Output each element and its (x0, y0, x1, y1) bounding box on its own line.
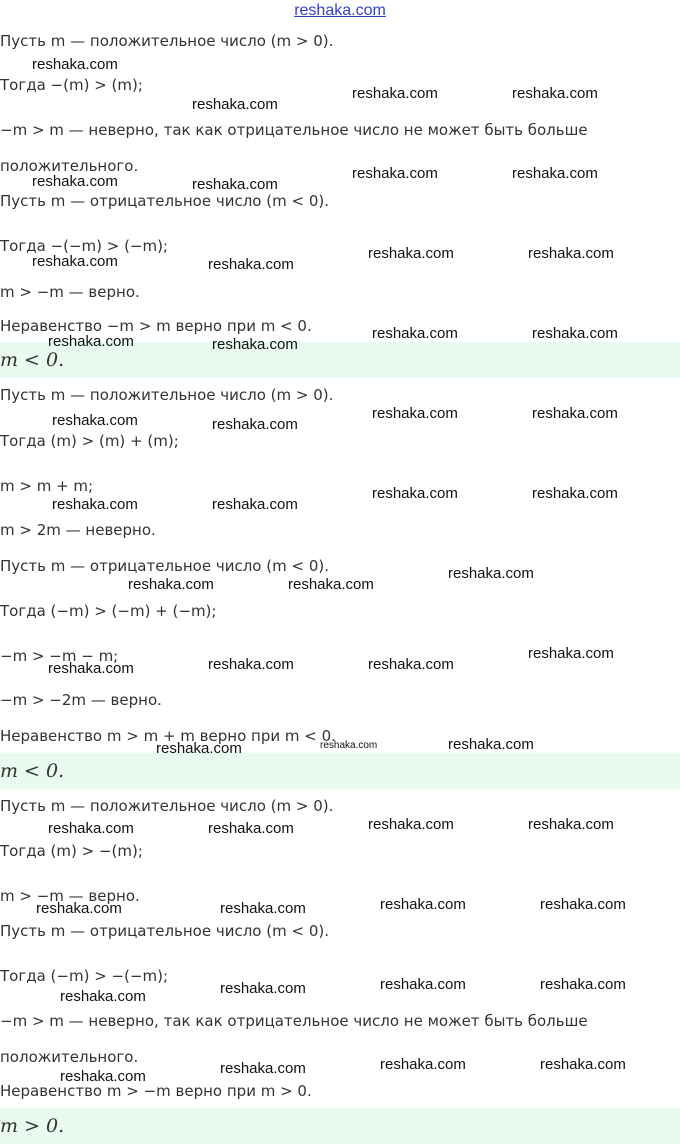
text-line: Тогда (m) > (m) + (m); (0, 432, 179, 450)
text-line: Тогда (−m) > −(−m); (0, 967, 169, 985)
watermark: reshaka.com (220, 900, 306, 917)
watermark: reshaka.com (352, 85, 438, 102)
watermark: reshaka.com (448, 736, 534, 753)
watermark: reshaka.com (32, 173, 118, 190)
watermark: reshaka.com (60, 988, 146, 1005)
watermark: reshaka.com (372, 325, 458, 342)
text-line: Пусть m — отрицательное число (m < 0). (0, 922, 329, 940)
answer-box (0, 1108, 680, 1144)
watermark: reshaka.com (208, 656, 294, 673)
text-line: Неравенство m > −m верно при m > 0. (0, 1082, 312, 1100)
watermark: reshaka.com (380, 1056, 466, 1073)
watermark: reshaka.com (380, 976, 466, 993)
watermark: reshaka.com (372, 485, 458, 502)
text-line: m > 2m — неверно. (0, 521, 156, 539)
text-line: положительного. (0, 1048, 139, 1066)
answer-text: m > 0. (0, 1115, 65, 1137)
watermark: reshaka.com (532, 325, 618, 342)
text-line: Тогда (m) > −(m); (0, 842, 143, 860)
watermark: reshaka.com (48, 820, 134, 837)
watermark: reshaka.com (208, 256, 294, 273)
text-line: Пусть m — положительное число (m > 0). (0, 32, 334, 50)
watermark: reshaka.com (52, 496, 138, 513)
watermark: reshaka.com (532, 485, 618, 502)
watermark: reshaka.com (52, 412, 138, 429)
answer-text: m < 0. (0, 760, 65, 782)
watermark: reshaka.com (32, 253, 118, 270)
watermark: reshaka.com (368, 245, 454, 262)
watermark: reshaka.com (192, 176, 278, 193)
watermark: reshaka.com (212, 336, 298, 353)
text-line: положительного. (0, 157, 139, 175)
watermark: reshaka.com (36, 900, 122, 917)
text-line: m > m + m; (0, 477, 94, 495)
watermark: reshaka.com (512, 165, 598, 182)
watermark: reshaka.com (540, 896, 626, 913)
watermark: reshaka.com (208, 820, 294, 837)
watermark: reshaka.com (352, 165, 438, 182)
watermark: reshaka.com (48, 333, 134, 350)
text-line: Пусть m — отрицательное число (m < 0). (0, 192, 329, 210)
text-line: −m > m — неверно, так как отрицательное число не может быть больше (0, 121, 588, 139)
text-line: −m > −2m — верно. (0, 691, 162, 709)
text-line: Неравенство m > m + m верно при m < 0. (0, 727, 336, 745)
watermark: reshaka.com (288, 576, 374, 593)
text-line: Пусть m — отрицательное число (m < 0). (0, 557, 329, 575)
answer-text: m < 0. (0, 349, 65, 371)
watermark: reshaka.com (532, 405, 618, 422)
watermark: reshaka.com (220, 1060, 306, 1077)
watermark: reshaka.com (320, 740, 378, 751)
watermark: reshaka.com (156, 740, 242, 757)
text-line: Неравенство −m > m верно при m < 0. (0, 317, 312, 335)
watermark: reshaka.com (528, 245, 614, 262)
watermark: reshaka.com (32, 56, 118, 73)
watermark: reshaka.com (380, 896, 466, 913)
text-line: Пусть m — положительное число (m > 0). (0, 797, 334, 815)
watermark: reshaka.com (48, 660, 134, 677)
watermark: reshaka.com (368, 816, 454, 833)
watermark: reshaka.com (212, 416, 298, 433)
watermark: reshaka.com (528, 816, 614, 833)
watermark: reshaka.com (528, 645, 614, 662)
text-line: Тогда (−m) > (−m) + (−m); (0, 602, 217, 620)
watermark: reshaka.com (448, 565, 534, 582)
watermark: reshaka.com (212, 496, 298, 513)
watermark: reshaka.com (540, 976, 626, 993)
watermark: reshaka.com (512, 85, 598, 102)
watermark: reshaka.com (128, 576, 214, 593)
text-line: Пусть m — положительное число (m > 0). (0, 386, 334, 404)
text-line: Тогда −(m) > (m); (0, 76, 143, 94)
watermark: reshaka.com (368, 656, 454, 673)
text-line: −m > m — неверно, так как отрицательное число не может быть больше (0, 1012, 588, 1030)
text-line: Тогда −(−m) > (−m); (0, 237, 169, 255)
text-line: m > −m — верно. (0, 283, 140, 301)
text-line: −m > −m − m; (0, 647, 119, 665)
watermark: reshaka.com (220, 980, 306, 997)
site-link[interactable]: reshaka.com (294, 2, 386, 19)
text-line: m > −m — верно. (0, 887, 140, 905)
watermark: reshaka.com (540, 1056, 626, 1073)
watermark: reshaka.com (372, 405, 458, 422)
answer-box (0, 753, 680, 789)
watermark: reshaka.com (192, 96, 278, 113)
watermark: reshaka.com (60, 1068, 146, 1085)
